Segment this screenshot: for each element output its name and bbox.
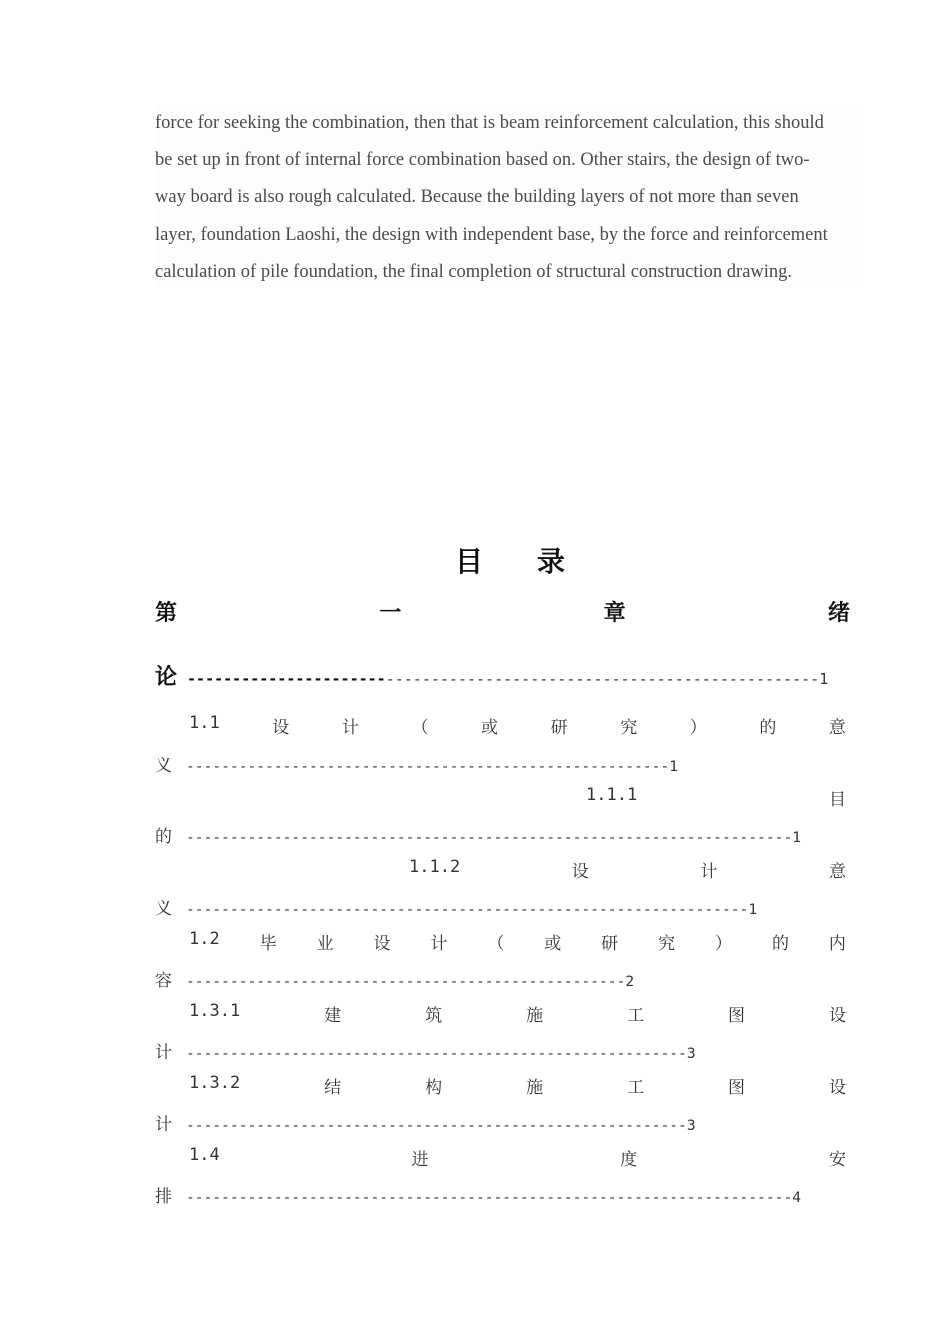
- toc-entry-1-4-leader[interactable]: [155, 1182, 801, 1208]
- entry-char: 进: [411, 1150, 429, 1170]
- entry-char: 计: [430, 934, 448, 954]
- toc-entry-1-2-leader[interactable]: [155, 966, 634, 992]
- abstract-line: way board is also rough calculated. Because the building layers of not more than seven: [155, 187, 799, 207]
- page-number: 3: [686, 1045, 696, 1062]
- entry-char: 意: [828, 862, 846, 882]
- toc-entry-1-1-2[interactable]: [409, 857, 846, 883]
- section-number: 1.1.2: [409, 857, 461, 877]
- leader-dashes: ---------------------------------------------------------: [186, 1045, 687, 1062]
- entry-char: 或: [481, 718, 499, 738]
- toc-title-char: 录: [536, 545, 565, 578]
- entry-char: 构: [425, 1078, 443, 1098]
- entry-char: 设: [373, 934, 391, 954]
- entry-char: 意: [828, 718, 846, 738]
- entry-char: 安: [828, 1150, 846, 1170]
- abstract-line: be set up in front of internal force combination based on. Other stairs, the design of two-: [155, 150, 810, 170]
- leader-dashes: -------------------------------------------------------: [186, 758, 670, 775]
- abstract-line: calculation of pile foundation, the final completion of structural construction drawing.: [155, 262, 793, 282]
- section-number: 1.2: [189, 929, 220, 949]
- entry-char: 施: [526, 1078, 544, 1098]
- toc-chapter-leader[interactable]: [155, 660, 828, 690]
- entry-char: ）: [689, 718, 707, 738]
- entry-char: （: [411, 718, 429, 738]
- entry-char: 业: [316, 934, 334, 954]
- entry-char: 图: [728, 1078, 746, 1098]
- page-number: 4: [792, 1189, 802, 1206]
- toc-chapter-heading[interactable]: [155, 596, 850, 628]
- entry-char: 计: [341, 718, 359, 738]
- entry-char: 目: [829, 790, 846, 810]
- entry-char: 义: [155, 899, 172, 919]
- entry-char: 义: [155, 756, 172, 776]
- page-number: 1: [819, 670, 829, 688]
- toc-entry-1-1-2-leader[interactable]: [155, 894, 757, 920]
- page-number: 3: [686, 1117, 696, 1134]
- section-number: 1.1: [189, 713, 220, 733]
- entry-char: 设: [829, 1078, 846, 1098]
- entry-char: 容: [155, 971, 172, 991]
- entry-char: 计: [155, 1115, 172, 1135]
- entry-char: 设: [829, 1006, 846, 1026]
- entry-char: 的: [771, 934, 789, 954]
- entry-char: 究: [620, 718, 638, 738]
- chapter-char: 一: [379, 601, 402, 626]
- page-number: 1: [748, 901, 758, 918]
- chapter-char: 绪: [827, 601, 850, 626]
- entry-char: （: [487, 934, 505, 954]
- entry-char: 工: [627, 1006, 645, 1026]
- leader-dashes: ---------------------------------------------------------------------: [186, 1189, 793, 1206]
- chapter-char: 第: [155, 601, 178, 626]
- toc-entry-1-3-1[interactable]: [189, 1001, 846, 1027]
- entry-char: 内: [828, 934, 846, 954]
- entry-char: 计: [155, 1043, 172, 1063]
- page-number: 1: [792, 829, 802, 846]
- entry-char: 度: [620, 1150, 638, 1170]
- abstract-line: layer, foundation Laoshi, the design with independent base, by the force and reinforcement: [155, 225, 828, 245]
- toc-entry-1-3-1-leader[interactable]: [155, 1038, 696, 1064]
- entry-char: 究: [658, 934, 676, 954]
- entry-char: 研: [601, 934, 619, 954]
- entry-char: 图: [728, 1006, 746, 1026]
- page-number: 1: [669, 758, 679, 775]
- entry-char: 工: [627, 1078, 645, 1098]
- leader-dashes: ---------------------------------------------------------------------: [186, 829, 793, 846]
- page-number: 2: [625, 973, 635, 990]
- chapter-char: 章: [603, 601, 626, 626]
- section-number: 1.1.1: [586, 785, 638, 805]
- toc-entry-1-1-leader[interactable]: [155, 751, 678, 777]
- chapter-char: 论: [155, 665, 178, 690]
- toc-title-char: 目: [455, 545, 484, 578]
- section-number: 1.3.2: [189, 1073, 241, 1093]
- entry-char: 毕: [259, 934, 277, 954]
- entry-char: 筑: [425, 1006, 443, 1026]
- entry-char: 的: [759, 718, 777, 738]
- leader-dashes: ----------------------: [187, 670, 386, 688]
- entry-char: 设: [272, 718, 290, 738]
- toc-entry-1-3-2[interactable]: [189, 1073, 846, 1099]
- entry-char: 计: [700, 862, 718, 882]
- entry-char: 或: [544, 934, 562, 954]
- abstract-paragraph: [155, 105, 857, 287]
- toc-entry-1-2[interactable]: [189, 929, 846, 955]
- leader-dashes: --------------------------------------------------: [186, 973, 626, 990]
- entry-char: 设: [571, 862, 589, 882]
- leader-dashes: ----------------------------------------------------------------: [186, 901, 749, 918]
- entry-char: 施: [526, 1006, 544, 1026]
- toc-entry-1-1[interactable]: [189, 713, 846, 739]
- toc-entry-1-1-1-leader[interactable]: [155, 822, 801, 848]
- toc-entry-1-3-2-leader[interactable]: [155, 1110, 696, 1136]
- section-number: 1.4: [189, 1145, 220, 1165]
- leader-dashes: ---------------------------------------------------------: [186, 1117, 687, 1134]
- entry-char: 建: [324, 1006, 342, 1026]
- entry-char: 研: [550, 718, 568, 738]
- abstract-line: force for seeking the combination, then that is beam reinforcement calculation, this should: [155, 113, 824, 133]
- entry-char: 排: [155, 1187, 172, 1207]
- leader-dashes: ------------------------------------------------: [385, 670, 820, 688]
- toc-entry-1-1-1[interactable]: [586, 785, 846, 811]
- toc-entry-1-4[interactable]: [189, 1145, 846, 1171]
- entry-char: ）: [715, 934, 733, 954]
- entry-char: 的: [155, 827, 172, 847]
- toc-title: [455, 540, 565, 580]
- section-number: 1.3.1: [189, 1001, 241, 1021]
- entry-char: 结: [324, 1078, 342, 1098]
